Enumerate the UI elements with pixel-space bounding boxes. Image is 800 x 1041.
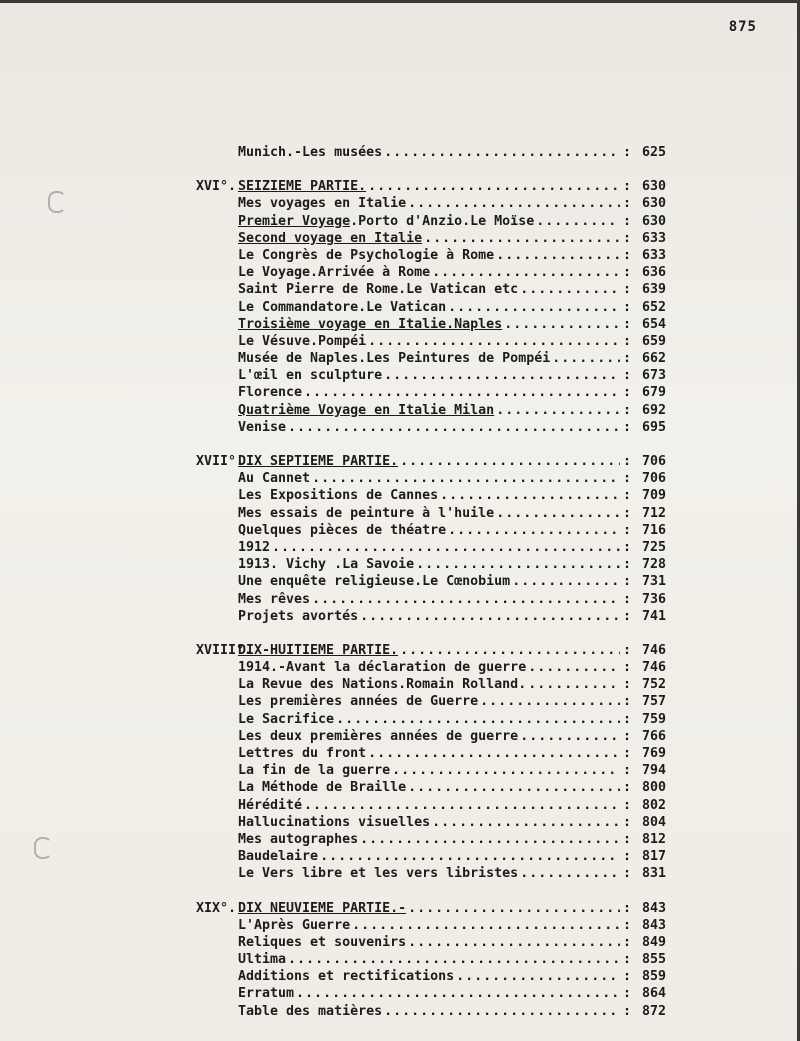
entry-page-number: 855 — [641, 952, 666, 968]
toc-entry-row — [196, 471, 666, 488]
colon-separator: : — [622, 591, 631, 607]
toc-entry-row — [196, 506, 666, 523]
entry-title: La Revue des Nations.Romain Rolland. — [238, 677, 527, 693]
entry-page-number: 633 — [641, 230, 666, 246]
colon-separator: : — [622, 728, 631, 744]
part-page-number: 630 — [641, 179, 666, 195]
entry-title: Second voyage en Italie — [238, 230, 423, 246]
toc-entry-row — [196, 317, 666, 334]
colon-separator: : — [622, 900, 631, 916]
toc-entry-row — [196, 231, 666, 248]
leader-dots — [384, 368, 620, 383]
entry-page-number: 639 — [641, 282, 666, 298]
colon-separator: : — [622, 454, 631, 469]
leader-dots — [496, 248, 620, 263]
section-gap — [196, 884, 666, 901]
entry-title: Quelques pièces de théatre — [238, 522, 447, 538]
entry-title: 1912 — [238, 539, 271, 555]
leader-dots — [408, 901, 620, 916]
entry-page-number: 712 — [641, 505, 666, 521]
colon-separator: : — [622, 196, 631, 212]
leader-dots — [368, 179, 620, 194]
entry-page-number: 802 — [641, 797, 666, 813]
entry-page-number: 679 — [641, 385, 666, 401]
entry-title: Troisième voyage en Italie.Naples — [238, 316, 503, 332]
part-numeral: XVIII°. — [196, 642, 253, 658]
entry-page-number: 804 — [641, 814, 666, 830]
entry-title: Quatrième Voyage en Italie Milan — [238, 402, 495, 418]
part-page-number: 843 — [641, 900, 666, 916]
leader-dots — [288, 420, 620, 435]
toc-entry-row — [196, 952, 666, 969]
toc-entry-row — [196, 403, 666, 420]
entry-title: 1914.-Avant la déclaration de guerre — [238, 660, 527, 676]
colon-separator: : — [622, 952, 631, 968]
leader-dots — [408, 935, 620, 950]
leader-dots — [400, 643, 620, 658]
leader-dots — [504, 317, 620, 332]
part-heading-row — [196, 643, 666, 660]
leader-dots — [312, 592, 620, 607]
entry-title: Florence — [238, 385, 303, 401]
entry-page-number: 736 — [641, 591, 666, 607]
leader-dots — [424, 231, 620, 246]
entry-title: Au Cannet — [238, 471, 311, 487]
toc-entry-row — [196, 592, 666, 609]
entry-page-number: 757 — [641, 694, 666, 710]
toc-entry-row — [196, 798, 666, 815]
toc-entry-row — [196, 574, 666, 591]
entry-title: Le Voyage.Arrivée à Rome — [238, 265, 431, 281]
colon-separator: : — [622, 179, 631, 195]
colon-separator: : — [622, 694, 631, 710]
leader-dots — [392, 763, 620, 778]
entry-page-number: 794 — [641, 763, 666, 779]
entry-page-number: 695 — [641, 419, 666, 435]
entry-page-number: 864 — [641, 986, 666, 1002]
colon-separator: : — [622, 402, 631, 418]
part-title: DIX-HUITIEME PARTIE. — [238, 642, 399, 658]
part-heading-row — [196, 179, 666, 196]
entry-page-number: 673 — [641, 368, 666, 384]
section-gap — [196, 437, 666, 454]
leader-dots — [520, 866, 620, 881]
entry-page-number: 652 — [641, 299, 666, 315]
toc-entry-row — [196, 815, 666, 832]
entry-title: La fin de la guerre — [238, 763, 391, 779]
colon-separator: : — [622, 385, 631, 401]
colon-separator: : — [622, 660, 631, 676]
entry-page-number: 800 — [641, 780, 666, 796]
colon-separator: : — [622, 247, 631, 263]
colon-separator: : — [622, 814, 631, 830]
part-page-number: 706 — [641, 454, 666, 469]
entry-title: Projets avortés — [238, 608, 359, 624]
toc-entry-row — [196, 145, 666, 162]
toc-entry-row — [196, 300, 666, 317]
leader-dots — [448, 300, 620, 315]
leader-dots — [408, 780, 620, 795]
toc-entry-row — [196, 248, 666, 265]
entry-title: Mes voyages en Italie — [238, 196, 407, 212]
colon-separator: : — [622, 419, 631, 435]
leader-dots — [384, 1004, 620, 1019]
toc-entry-row — [196, 214, 666, 231]
entry-title: Baudelaire — [238, 849, 319, 865]
leader-dots — [520, 282, 620, 297]
toc-entry-row — [196, 282, 666, 299]
colon-separator: : — [622, 574, 631, 590]
entry-title: Le Commandatore.Le Vatican — [238, 299, 447, 315]
entry-page-number: 692 — [641, 402, 666, 418]
entry-title: Ultima — [238, 952, 287, 968]
toc-entry-row — [196, 712, 666, 729]
colon-separator: : — [622, 557, 631, 573]
toc-entry-row — [196, 729, 666, 746]
entry-title: Le Vésuve.Pompéi — [238, 333, 367, 349]
entry-title: Les premières années de Guerre — [238, 694, 479, 710]
leader-dots — [368, 746, 620, 761]
leader-dots — [384, 145, 620, 160]
colon-separator: : — [622, 368, 631, 384]
entry-title: Le Sacrifice — [238, 711, 335, 727]
part-title: DIX NEUVIEME PARTIE.- — [238, 900, 407, 916]
toc-entry-row — [196, 265, 666, 282]
entry-title: Mes rêves — [238, 591, 311, 607]
colon-separator: : — [622, 230, 631, 246]
entry-title: Additions et rectifications — [238, 969, 455, 985]
leader-dots — [480, 694, 620, 709]
leader-dots — [352, 918, 620, 933]
punch-hole-mark — [48, 191, 66, 213]
table-of-contents — [196, 145, 666, 1021]
entry-title: Une enquête religieuse.Le Cœnobium — [238, 574, 511, 590]
leader-dots — [400, 454, 620, 469]
toc-entry-row — [196, 694, 666, 711]
entry-page-number: 817 — [641, 849, 666, 865]
entry-page-number: 746 — [641, 660, 666, 676]
colon-separator: : — [622, 780, 631, 796]
entry-title: Erratum — [238, 986, 295, 1002]
leader-dots — [416, 557, 620, 572]
toc-entry-row — [196, 935, 666, 952]
leader-dots — [408, 196, 620, 211]
leader-dots — [272, 540, 620, 555]
entry-page-number: 630 — [641, 196, 666, 212]
colon-separator: : — [622, 1003, 631, 1019]
entry-title: Venise — [238, 419, 287, 435]
leader-dots — [536, 214, 620, 229]
toc-entry-row — [196, 1004, 666, 1021]
colon-separator: : — [622, 333, 631, 349]
entry-title: Premier Voyage.Porto d'Anzio.Le Moïse — [238, 213, 535, 229]
entry-page-number: 812 — [641, 831, 666, 847]
entry-page-number: 706 — [641, 471, 666, 487]
toc-entry-row — [196, 780, 666, 797]
entry-page-number: 659 — [641, 333, 666, 349]
entry-title: Mes autographes — [238, 831, 359, 847]
part-heading-row — [196, 454, 666, 471]
part-title: DIX SEPTIEME PARTIE. — [238, 454, 399, 469]
leader-dots — [288, 952, 620, 967]
toc-entry-row — [196, 918, 666, 935]
toc-entry-row — [196, 196, 666, 213]
leader-dots — [360, 609, 620, 624]
entry-page-number: 662 — [641, 351, 666, 367]
leader-dots — [320, 849, 620, 864]
colon-separator: : — [622, 677, 631, 693]
colon-separator: : — [622, 608, 631, 624]
colon-separator: : — [622, 522, 631, 538]
entry-page-number: 725 — [641, 539, 666, 555]
leader-dots — [296, 986, 620, 1001]
leader-dots — [360, 832, 620, 847]
section-gap — [196, 162, 666, 179]
entry-title: 1913. Vichy .La Savoie — [238, 557, 415, 573]
toc-entry-row — [196, 523, 666, 540]
entry-title: Munich.-Les musées — [238, 145, 383, 160]
colon-separator: : — [622, 282, 631, 298]
leader-dots — [304, 385, 620, 400]
colon-separator: : — [622, 969, 631, 985]
entry-title: L'Après Guerre — [238, 917, 351, 933]
leader-dots — [432, 815, 620, 830]
toc-entry-row — [196, 969, 666, 986]
colon-separator: : — [622, 917, 631, 933]
colon-separator: : — [622, 471, 631, 487]
toc-entry-row — [196, 351, 666, 368]
colon-separator: : — [622, 849, 631, 865]
colon-separator: : — [622, 316, 631, 332]
entry-page-number: 843 — [641, 917, 666, 933]
entry-title: Hérédité — [238, 797, 303, 813]
toc-entry-row — [196, 368, 666, 385]
leader-dots — [432, 265, 620, 280]
entry-title: Mes essais de peinture à l'huile — [238, 505, 495, 521]
entry-page-number: 636 — [641, 265, 666, 281]
entry-page-number: 759 — [641, 711, 666, 727]
toc-entry-row — [196, 986, 666, 1003]
colon-separator: : — [622, 505, 631, 521]
colon-separator: : — [622, 488, 631, 504]
entry-title: Le Congrès de Psychologie à Rome — [238, 247, 495, 263]
colon-separator: : — [622, 866, 631, 882]
entry-title: Saint Pierre de Rome.Le Vatican etc — [238, 282, 519, 298]
entry-title: La Méthode de Braille — [238, 780, 407, 796]
colon-separator: : — [622, 539, 631, 555]
leader-dots — [336, 712, 620, 727]
colon-separator: : — [622, 145, 631, 160]
toc-entry-row — [196, 420, 666, 437]
entry-page-number: 728 — [641, 557, 666, 573]
part-numeral: XIX°. — [196, 900, 237, 916]
leader-dots — [312, 471, 620, 486]
toc-entry-row — [196, 385, 666, 402]
entry-page-number: 752 — [641, 677, 666, 693]
toc-entry-row — [196, 557, 666, 574]
entry-page-number: 709 — [641, 488, 666, 504]
toc-entry-row — [196, 866, 666, 883]
entry-page-number: 872 — [641, 1003, 666, 1019]
entry-page-number: 630 — [641, 213, 666, 229]
leader-dots — [552, 351, 620, 366]
entry-page-number: 849 — [641, 934, 666, 950]
part-numeral: XVII°. — [196, 454, 245, 469]
toc-entry-row — [196, 746, 666, 763]
toc-entry-row — [196, 609, 666, 626]
colon-separator: : — [622, 797, 631, 813]
leader-dots — [496, 506, 620, 521]
page-number: 875 — [728, 19, 757, 35]
section-gap — [196, 626, 666, 643]
punch-hole-mark — [34, 837, 52, 859]
colon-separator: : — [622, 934, 631, 950]
entry-title: Les Expositions de Cannes — [238, 488, 439, 504]
entry-page-number: 831 — [641, 866, 666, 882]
entry-page-number: 766 — [641, 728, 666, 744]
part-heading-row — [196, 901, 666, 918]
part-numeral: XVI°. — [196, 179, 237, 195]
colon-separator: : — [622, 711, 631, 727]
toc-entry-row — [196, 488, 666, 505]
entry-page-number: 716 — [641, 522, 666, 538]
leader-dots — [440, 488, 620, 503]
toc-entry-row — [196, 677, 666, 694]
toc-entry-row — [196, 832, 666, 849]
part-title: SEIZIEME PARTIE. — [238, 179, 367, 195]
colon-separator: : — [622, 746, 631, 761]
toc-entry-row — [196, 849, 666, 866]
leader-dots — [456, 969, 620, 984]
entry-page-number: 625 — [641, 145, 666, 160]
leader-dots — [448, 523, 620, 538]
entry-title: Reliques et souvenirs — [238, 934, 407, 950]
colon-separator: : — [622, 265, 631, 281]
entry-page-number: 654 — [641, 316, 666, 332]
part-page-number: 746 — [641, 642, 666, 658]
leader-dots — [304, 798, 620, 813]
entry-page-number: 633 — [641, 247, 666, 263]
entry-title: Lettres du front — [238, 746, 367, 761]
leader-dots — [528, 677, 620, 692]
entry-title: Table des matières — [238, 1003, 383, 1019]
entry-page-number: 741 — [641, 608, 666, 624]
colon-separator: : — [622, 213, 631, 229]
entry-title: Le Vers libre et les vers libristes — [238, 866, 519, 882]
colon-separator: : — [622, 763, 631, 779]
leader-dots — [528, 660, 620, 675]
colon-separator: : — [622, 986, 631, 1002]
toc-entry-row — [196, 334, 666, 351]
toc-entry-row — [196, 660, 666, 677]
leader-dots — [520, 729, 620, 744]
entry-title: L'œil en sculpture — [238, 368, 383, 384]
entry-page-number: 769 — [641, 746, 666, 761]
colon-separator: : — [622, 351, 631, 367]
entry-page-number: 731 — [641, 574, 666, 590]
toc-entry-row — [196, 763, 666, 780]
colon-separator: : — [622, 642, 631, 658]
entry-page-number: 859 — [641, 969, 666, 985]
colon-separator: : — [622, 831, 631, 847]
leader-dots — [512, 574, 620, 589]
entry-title: Les deux premières années de guerre — [238, 728, 519, 744]
toc-entry-row — [196, 540, 666, 557]
leader-dots — [368, 334, 620, 349]
entry-title: Musée de Naples.Les Peintures de Pompéi — [238, 351, 551, 367]
entry-title: Hallucinations visuelles — [238, 814, 431, 830]
colon-separator: : — [622, 299, 631, 315]
leader-dots — [496, 403, 620, 418]
